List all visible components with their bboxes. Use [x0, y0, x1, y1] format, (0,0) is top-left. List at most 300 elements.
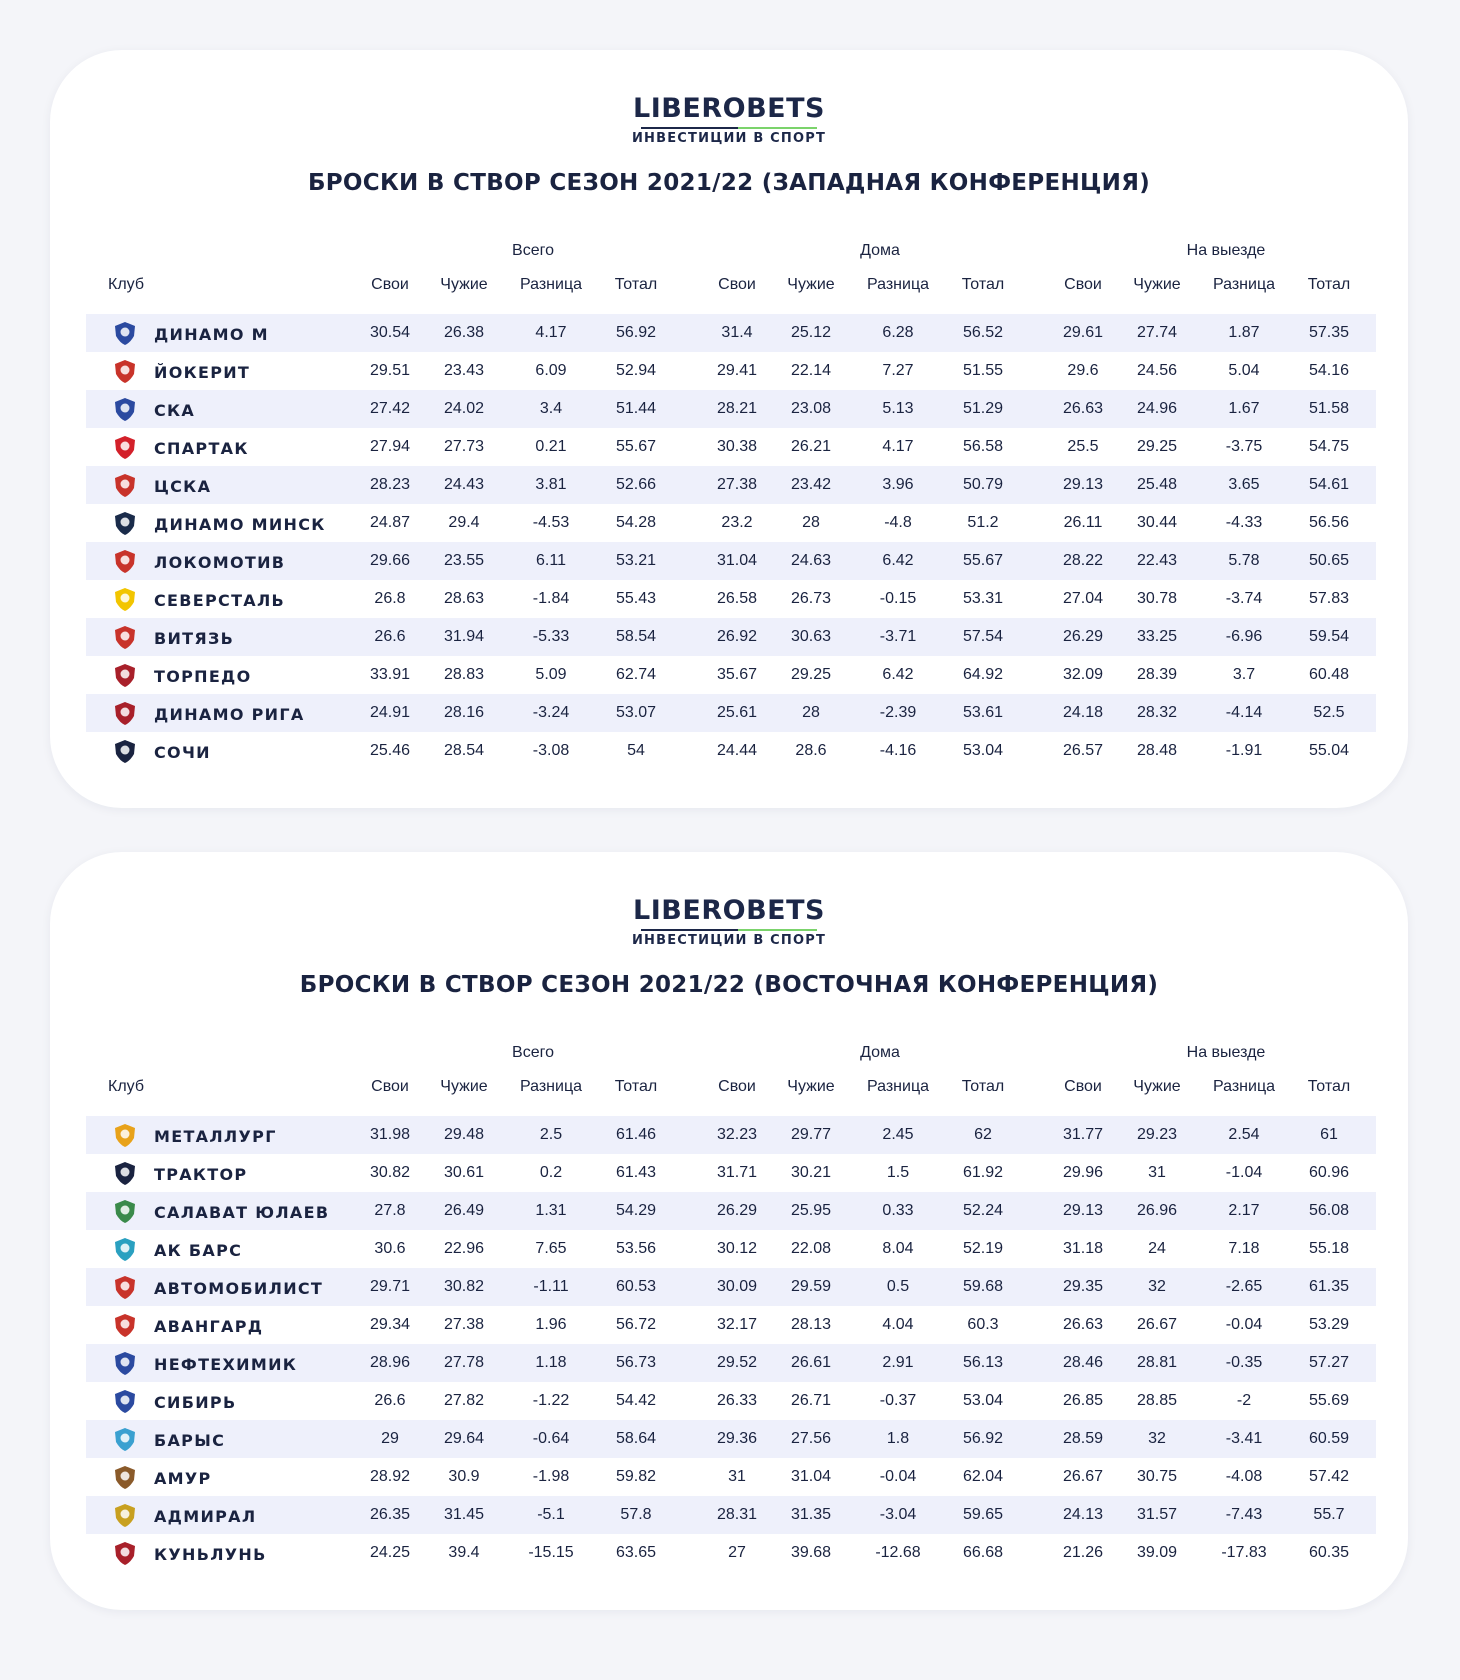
stat-cell: 61.46 [615, 1126, 657, 1143]
stat-cell: 61.92 [962, 1164, 1004, 1181]
stat-cell: 26.67 [1136, 1316, 1178, 1333]
team-name: МЕТАЛЛУРГ [154, 1127, 277, 1146]
stat-cell: 27.04 [1062, 590, 1104, 607]
column-header-opp: Чужие [1133, 276, 1181, 293]
stat-cell: 22.96 [443, 1240, 485, 1257]
stat-cell: -4.8 [884, 514, 912, 531]
stat-cell: 30.61 [443, 1164, 485, 1181]
brand-underline [641, 127, 817, 129]
column-header-own: Свои [718, 1078, 756, 1095]
stat-cell: 54.42 [615, 1392, 657, 1409]
stat-cell: 27.56 [790, 1430, 832, 1447]
stat-cell: 24.13 [1062, 1506, 1104, 1523]
group-header-home: Дома [860, 1044, 900, 1061]
table-row [86, 618, 1376, 656]
stat-cell: 23.08 [790, 400, 832, 417]
stat-cell: 55.04 [1308, 742, 1350, 759]
column-header-diff: Разница [866, 276, 930, 293]
stat-cell: -4.33 [1225, 514, 1263, 531]
stat-cell: -4.53 [532, 514, 570, 531]
stat-cell: 60.53 [615, 1278, 657, 1295]
table-row [86, 732, 1376, 770]
group-header-away: На выезде [1186, 242, 1266, 259]
stat-cell: 29.35 [1062, 1278, 1104, 1295]
stat-cell: 32.23 [716, 1126, 758, 1143]
stat-cell: -0.15 [879, 590, 917, 607]
stat-cell: 29.13 [1062, 476, 1104, 493]
stat-cell: 26.6 [374, 628, 406, 645]
table-row [86, 352, 1376, 390]
stat-cell: 30.6 [374, 1240, 406, 1257]
stat-cell: 31.4 [721, 324, 753, 341]
stat-cell: 0.5 [886, 1278, 910, 1295]
stat-cell: 24.25 [369, 1544, 411, 1561]
column-header-diff: Разница [519, 1078, 583, 1095]
table-title: БРОСКИ В СТВОР СЕЗОН 2021/22 (ВОСТОЧНАЯ КОНФЕРЕНЦИЯ) [299, 972, 1159, 998]
stat-cell: -0.04 [1225, 1316, 1263, 1333]
stat-cell: 28.13 [790, 1316, 832, 1333]
stat-cell: 28.6 [795, 742, 827, 759]
stat-cell: 26.92 [716, 628, 758, 645]
stat-cell: -3.71 [879, 628, 917, 645]
stat-cell: 30.82 [443, 1278, 485, 1295]
stat-cell: 32.09 [1062, 666, 1104, 683]
stat-cell: -3.75 [1225, 438, 1263, 455]
stat-cell: 26.85 [1062, 1392, 1104, 1409]
stat-cell: 29.77 [790, 1126, 832, 1143]
column-header-own: Свои [371, 1078, 409, 1095]
stat-cell: 52.94 [615, 362, 657, 379]
team-name: АК БАРС [154, 1241, 243, 1260]
stat-cell: 55.7 [1313, 1506, 1345, 1523]
stat-cell: 3.7 [1232, 666, 1256, 683]
stat-cell: -17.83 [1221, 1544, 1267, 1561]
stat-cell: 54.28 [615, 514, 657, 531]
table-row [86, 1496, 1376, 1534]
stat-cell: 59.68 [962, 1278, 1004, 1295]
stat-cell: 29.61 [1062, 324, 1104, 341]
stat-cell: 60.48 [1308, 666, 1350, 683]
stat-cell: -1.98 [532, 1468, 570, 1485]
stat-cell: 29.48 [443, 1126, 485, 1143]
stat-cell: 59.82 [615, 1468, 657, 1485]
table-row [86, 656, 1376, 694]
column-header-own: Свои [371, 276, 409, 293]
stat-cell: 25.46 [369, 742, 411, 759]
stat-cell: 57.8 [620, 1506, 652, 1523]
stat-cell: -0.64 [532, 1430, 570, 1447]
stat-cell: 30.09 [716, 1278, 758, 1295]
stat-cell: 1.87 [1228, 324, 1260, 341]
avtomobilist-logo-icon [112, 1274, 138, 1300]
stat-cell: 24.43 [443, 476, 485, 493]
stat-cell: -15.15 [528, 1544, 574, 1561]
column-header-row [50, 1078, 1408, 1098]
stat-cell: 59.65 [962, 1506, 1004, 1523]
column-header-total: Тотал [614, 1078, 658, 1095]
west-conference-card [50, 50, 1408, 808]
stat-cell: 3.65 [1228, 476, 1260, 493]
column-header-opp: Чужие [787, 1078, 835, 1095]
table-row [86, 504, 1376, 542]
table-row [86, 1458, 1376, 1496]
stat-cell: 26.6 [374, 1392, 406, 1409]
jokerit-logo-icon [112, 358, 138, 384]
stat-cell: -4.16 [879, 742, 917, 759]
stat-cell: 61 [1320, 1126, 1338, 1143]
stat-cell: 53.61 [962, 704, 1004, 721]
column-header-opp: Чужие [787, 276, 835, 293]
team-name: ЦСКА [154, 477, 212, 496]
stat-cell: 53.21 [615, 552, 657, 569]
salavat-logo-icon [112, 1198, 138, 1224]
stat-cell: 60.59 [1308, 1430, 1350, 1447]
column-header-diff: Разница [1212, 276, 1276, 293]
metallurg-logo-icon [112, 1122, 138, 1148]
stat-cell: -0.37 [879, 1392, 917, 1409]
stat-cell: 29.71 [369, 1278, 411, 1295]
stat-cell: 58.54 [615, 628, 657, 645]
stat-cell: 58.64 [615, 1430, 657, 1447]
stat-cell: 25.95 [790, 1202, 832, 1219]
team-name: СЕВЕРСТАЛЬ [154, 591, 286, 610]
stat-cell: 3.81 [535, 476, 567, 493]
stat-cell: 24.56 [1136, 362, 1178, 379]
stat-cell: 2.45 [882, 1126, 914, 1143]
ska-logo-icon [112, 396, 138, 422]
stat-cell: 28.48 [1136, 742, 1178, 759]
stat-cell: 56.92 [962, 1430, 1004, 1447]
stat-cell: 29.96 [1062, 1164, 1104, 1181]
stat-cell: 5.09 [535, 666, 567, 683]
stat-cell: 51.29 [962, 400, 1004, 417]
column-header-diff: Разница [1212, 1078, 1276, 1095]
stat-cell: 31 [1148, 1164, 1166, 1181]
stat-cell: 24.63 [790, 552, 832, 569]
table-row [86, 694, 1376, 732]
stat-cell: 28.81 [1136, 1354, 1178, 1371]
stat-cell: 57.35 [1308, 324, 1350, 341]
stat-cell: 24.44 [716, 742, 758, 759]
stat-cell: 6.11 [536, 552, 566, 569]
team-name: ТРАКТОР [154, 1165, 248, 1184]
stat-cell: 30.82 [369, 1164, 411, 1181]
stat-cell: 0.33 [882, 1202, 914, 1219]
team-name: ЙОКЕРИТ [154, 363, 251, 382]
stat-cell: 28.63 [443, 590, 485, 607]
stat-cell: 27.42 [369, 400, 411, 417]
stat-cell: 29.13 [1062, 1202, 1104, 1219]
group-header-total: Всего [512, 1044, 554, 1061]
stat-cell: 29.41 [716, 362, 758, 379]
amur-logo-icon [112, 1464, 138, 1490]
stat-cell: 7.18 [1228, 1240, 1260, 1257]
stat-cell: 27 [728, 1544, 746, 1561]
sochi-logo-icon [112, 738, 138, 764]
stat-cell: 29.34 [369, 1316, 411, 1333]
stat-cell: 53.04 [962, 742, 1004, 759]
stat-cell: 26.29 [1062, 628, 1104, 645]
table-row [86, 1420, 1376, 1458]
stat-cell: 55.18 [1308, 1240, 1350, 1257]
stat-cell: 5.78 [1228, 552, 1260, 569]
stat-cell: 22.14 [790, 362, 832, 379]
stat-cell: 28.92 [369, 1468, 411, 1485]
stat-cell: 30.38 [716, 438, 758, 455]
stat-cell: 33.25 [1136, 628, 1178, 645]
stat-cell: 51.58 [1308, 400, 1350, 417]
traktor-logo-icon [112, 1160, 138, 1186]
stat-cell: 30.9 [448, 1468, 480, 1485]
table-row [86, 1116, 1376, 1154]
stat-cell: 26.29 [716, 1202, 758, 1219]
stat-cell: 54 [627, 742, 645, 759]
stat-cell: 32.17 [716, 1316, 758, 1333]
stat-cell: 6.42 [882, 552, 914, 569]
table-row [86, 1382, 1376, 1420]
admiral-logo-icon [112, 1502, 138, 1528]
stat-cell: 33.91 [369, 666, 411, 683]
stat-cell: 53.29 [1308, 1316, 1350, 1333]
team-name: АДМИРАЛ [154, 1507, 257, 1526]
stat-cell: -3.74 [1225, 590, 1263, 607]
stat-cell: 39.09 [1136, 1544, 1178, 1561]
stat-cell: 28.85 [1136, 1392, 1178, 1409]
stat-cell: 3.96 [882, 476, 914, 493]
brand-name: LIBEROBETS [633, 93, 825, 124]
stat-cell: 30.75 [1136, 1468, 1178, 1485]
team-name: СИБИРЬ [154, 1393, 237, 1412]
stat-cell: 55.67 [962, 552, 1004, 569]
stat-cell: 55.67 [615, 438, 657, 455]
stat-cell: -7.43 [1225, 1506, 1263, 1523]
stat-cell: 28.16 [443, 704, 485, 721]
stat-cell: 27.94 [369, 438, 411, 455]
torpedo-logo-icon [112, 662, 138, 688]
table-row [86, 580, 1376, 618]
stat-cell: 53.04 [962, 1392, 1004, 1409]
stat-cell: 28.59 [1062, 1430, 1104, 1447]
stat-cell: 62 [974, 1126, 992, 1143]
stat-cell: 28.32 [1136, 704, 1178, 721]
stat-cell: 31 [728, 1468, 746, 1485]
stat-cell: 28.22 [1062, 552, 1104, 569]
stat-cell: 52.24 [962, 1202, 1004, 1219]
ak-bars-logo-icon [112, 1236, 138, 1262]
stat-cell: 23.2 [721, 514, 753, 531]
team-name: АВТОМОБИЛИСТ [154, 1279, 324, 1298]
stat-cell: 26.8 [374, 590, 406, 607]
stat-cell: -0.04 [879, 1468, 917, 1485]
stat-cell: 24.91 [369, 704, 411, 721]
table-row [86, 1344, 1376, 1382]
stat-cell: 51.2 [967, 514, 999, 531]
stat-cell: -4.08 [1225, 1468, 1263, 1485]
stat-cell: 26.58 [716, 590, 758, 607]
table-body [86, 1116, 1376, 1572]
column-header-total: Тотал [614, 276, 658, 293]
stat-cell: 31.71 [716, 1164, 758, 1181]
stat-cell: 31.18 [1062, 1240, 1104, 1257]
stat-cell: 28.39 [1136, 666, 1178, 683]
column-header-club: Клуб [108, 276, 144, 293]
stat-cell: 26.67 [1062, 1468, 1104, 1485]
column-header-total: Тотал [961, 276, 1005, 293]
stat-cell: -3.41 [1225, 1430, 1263, 1447]
stat-cell: 26.35 [369, 1506, 411, 1523]
column-header-total: Тотал [961, 1078, 1005, 1095]
column-header-opp: Чужие [440, 276, 488, 293]
stat-cell: 24.96 [1136, 400, 1178, 417]
team-name: НЕФТЕХИМИК [154, 1355, 298, 1374]
stat-cell: 28.83 [443, 666, 485, 683]
stat-cell: -2.39 [879, 704, 917, 721]
table-row [86, 390, 1376, 428]
stat-cell: 27.78 [443, 1354, 485, 1371]
stat-cell: -1.91 [1225, 742, 1263, 759]
stat-cell: 55.69 [1308, 1392, 1350, 1409]
team-name: ДИНАМО М [154, 325, 269, 344]
stat-cell: 56.92 [615, 324, 657, 341]
column-header-own: Свои [1064, 1078, 1102, 1095]
stat-cell: -1.22 [532, 1392, 570, 1409]
stat-cell: 31.35 [790, 1506, 832, 1523]
stat-cell: 60.96 [1308, 1164, 1350, 1181]
stat-cell: 56.58 [962, 438, 1004, 455]
stat-cell: 31.77 [1062, 1126, 1104, 1143]
stat-cell: 60.3 [967, 1316, 999, 1333]
vityaz-logo-icon [112, 624, 138, 650]
stat-cell: -0.35 [1225, 1354, 1263, 1371]
stat-cell: 26.71 [790, 1392, 832, 1409]
stat-cell: 26.21 [790, 438, 832, 455]
kunlun-logo-icon [112, 1540, 138, 1566]
stat-cell: 31.45 [443, 1506, 485, 1523]
stat-cell: 29.25 [790, 666, 832, 683]
stat-cell: 26.57 [1062, 742, 1104, 759]
stat-cell: 35.67 [716, 666, 758, 683]
stat-cell: 2.54 [1228, 1126, 1260, 1143]
stat-cell: 23.42 [790, 476, 832, 493]
stat-cell: 26.96 [1136, 1202, 1178, 1219]
stat-cell: 57.42 [1308, 1468, 1350, 1485]
stat-cell: 28.31 [716, 1506, 758, 1523]
stat-cell: -12.68 [875, 1544, 921, 1561]
stat-cell: 29.6 [1067, 362, 1099, 379]
stat-cell: 29.36 [716, 1430, 758, 1447]
column-header-opp: Чужие [440, 1078, 488, 1095]
stat-cell: 8.04 [882, 1240, 914, 1257]
column-header-diff: Разница [519, 276, 583, 293]
stat-cell: 1.67 [1228, 400, 1260, 417]
stat-cell: 51.55 [962, 362, 1004, 379]
stat-cell: 26.33 [716, 1392, 758, 1409]
stat-cell: 25.61 [716, 704, 758, 721]
stat-cell: -3.04 [879, 1506, 917, 1523]
stat-cell: 54.61 [1308, 476, 1350, 493]
stat-cell: 22.43 [1136, 552, 1178, 569]
stat-cell: 66.68 [962, 1544, 1004, 1561]
stat-cell: 27.74 [1136, 324, 1178, 341]
stat-cell: 57.54 [962, 628, 1004, 645]
team-name: СОЧИ [154, 743, 211, 762]
stat-cell: 29.51 [369, 362, 411, 379]
stat-cell: 28.23 [369, 476, 411, 493]
stat-cell: 61.35 [1308, 1278, 1350, 1295]
stat-cell: 24.18 [1062, 704, 1104, 721]
table-row [86, 466, 1376, 504]
stat-cell: 52.5 [1313, 704, 1345, 721]
stat-cell: 26.73 [790, 590, 832, 607]
stat-cell: 39.4 [448, 1544, 480, 1561]
team-name: АВАНГАРД [154, 1317, 264, 1336]
stat-cell: 31.98 [369, 1126, 411, 1143]
stat-cell: 29.64 [443, 1430, 485, 1447]
stat-cell: -2 [1236, 1392, 1252, 1409]
stat-cell: 29.23 [1136, 1126, 1178, 1143]
stat-cell: 28 [802, 704, 820, 721]
table-row [86, 1534, 1376, 1572]
column-header-opp: Чужие [1133, 1078, 1181, 1095]
team-name: ВИТЯЗЬ [154, 629, 235, 648]
stat-cell: -5.1 [537, 1506, 565, 1523]
brand-tagline: ИНВЕСТИЦИИ В СПОРТ [631, 131, 827, 146]
stat-cell: 64.92 [962, 666, 1004, 683]
table-row [86, 1306, 1376, 1344]
stat-cell: 30.12 [716, 1240, 758, 1257]
stat-cell: 25.12 [790, 324, 832, 341]
stat-cell: 4.04 [882, 1316, 914, 1333]
column-header-own: Свои [1064, 276, 1102, 293]
stat-cell: 26.63 [1062, 400, 1104, 417]
stat-cell: 4.17 [882, 438, 914, 455]
column-header-total: Тотал [1307, 1078, 1351, 1095]
stat-cell: 31.94 [443, 628, 485, 645]
stat-cell: 30.54 [369, 324, 411, 341]
stat-cell: 5.13 [882, 400, 914, 417]
column-header-own: Свои [718, 276, 756, 293]
stat-cell: 7.27 [882, 362, 914, 379]
stat-cell: 0.2 [539, 1164, 563, 1181]
stat-cell: 31.04 [790, 1468, 832, 1485]
table-row [86, 1230, 1376, 1268]
stat-cell: 52.66 [615, 476, 657, 493]
dinamo-riga-logo-icon [112, 700, 138, 726]
group-header-away: На выезде [1186, 1044, 1266, 1061]
dinamo-m-logo-icon [112, 320, 138, 346]
table-row [86, 314, 1376, 352]
severstal-logo-icon [112, 586, 138, 612]
team-name: ТОРПЕДО [154, 667, 252, 686]
stat-cell: 28.46 [1062, 1354, 1104, 1371]
stat-cell: 22.08 [790, 1240, 832, 1257]
stat-cell: 26.63 [1062, 1316, 1104, 1333]
lokomotiv-logo-icon [112, 548, 138, 574]
column-header-total: Тотал [1307, 276, 1351, 293]
stat-cell: 55.43 [615, 590, 657, 607]
table-row [86, 542, 1376, 580]
team-name: АМУР [154, 1469, 212, 1488]
team-name: КУНЬЛУНЬ [154, 1545, 267, 1564]
stat-cell: 23.55 [443, 552, 485, 569]
group-header-home: Дома [860, 242, 900, 259]
stat-cell: 60.35 [1308, 1544, 1350, 1561]
stat-cell: 53.31 [962, 590, 1004, 607]
stat-cell: 25.48 [1136, 476, 1178, 493]
stat-cell: 2.5 [539, 1126, 563, 1143]
stat-cell: 24.02 [443, 400, 485, 417]
stat-cell: 5.04 [1228, 362, 1260, 379]
